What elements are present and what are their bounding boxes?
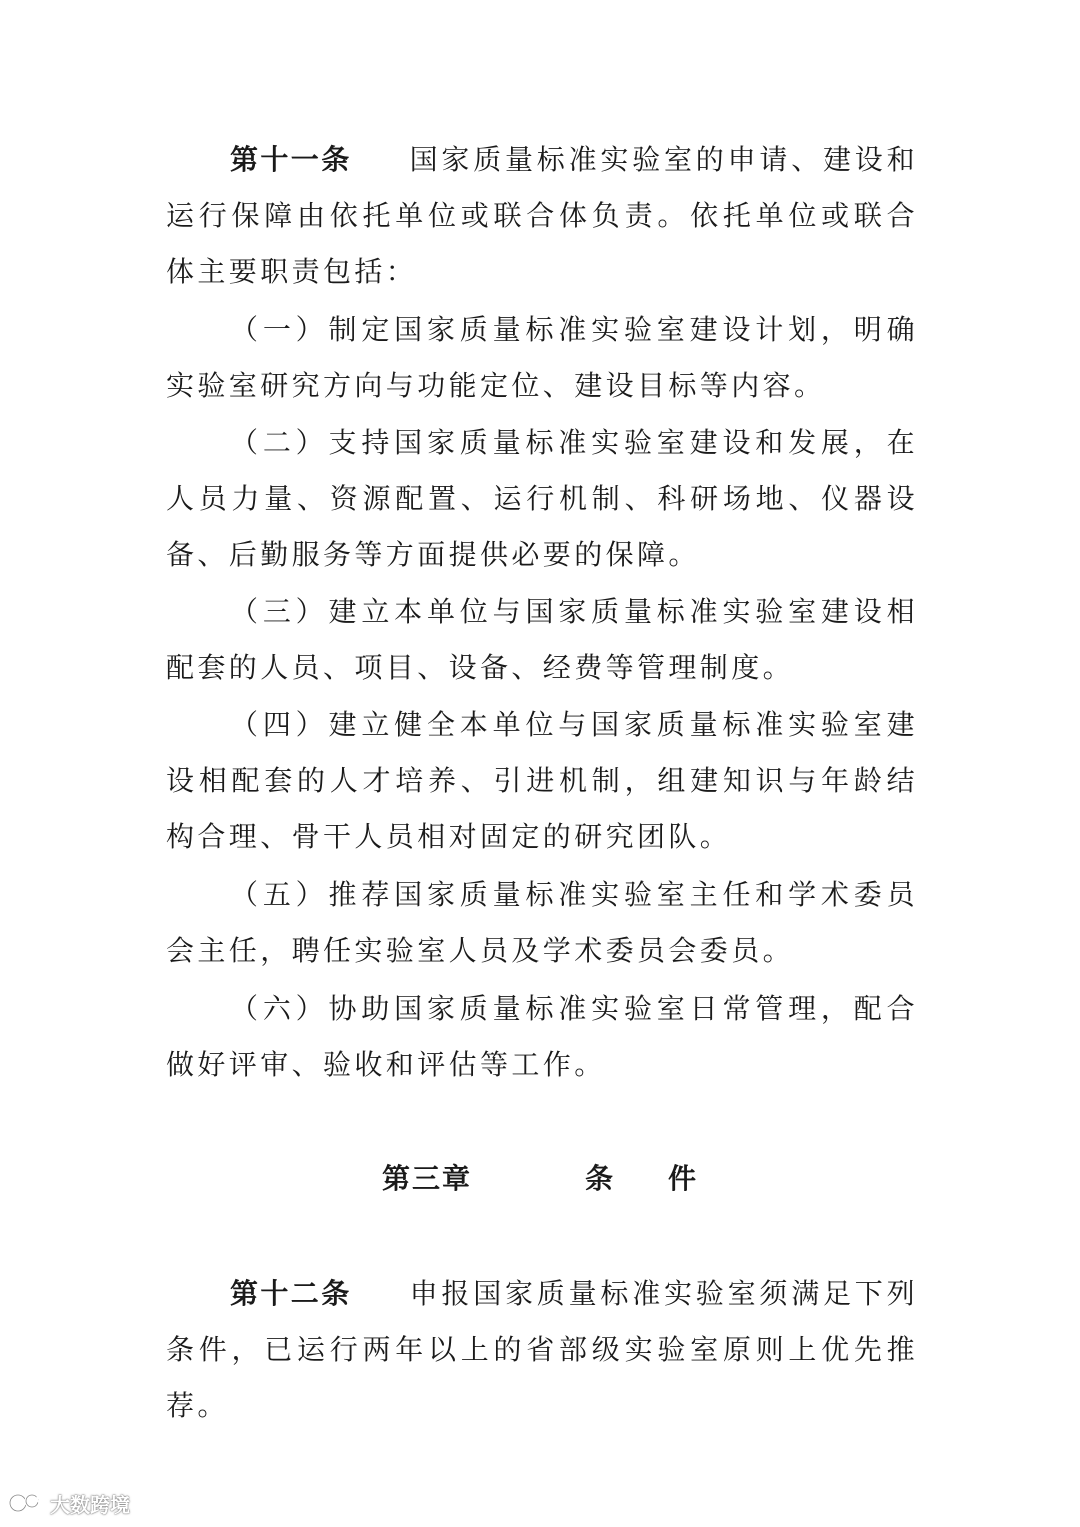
watermark xyxy=(8,1488,130,1518)
article-11-item-4: （四）建立健全本单位与国家质量标准实验室建设相配套的人才培养、引进机制，组建知识与年龄结构合理、骨干人员相对固定的研究团队。 xyxy=(166,708,918,853)
chapter-number: 第三章 xyxy=(382,1162,473,1195)
article-11-item-2: （二）支持国家质量标准实验室建设和发展，在人员力量、资源配置、运行机制、科研场地、仪器设备、后勤服务等方面提供必要的保障。 xyxy=(166,426,918,571)
article-12-number: 第十二条 xyxy=(230,1277,352,1310)
article-11-number: 第十一条 xyxy=(230,143,352,176)
article-12 xyxy=(166,1266,918,1434)
article-11-item-5: （五）推荐国家质量标准实验室主任和学术委员会主任，聘任实验室人员及学术委员会委员。 xyxy=(166,878,918,967)
chapter-title: 条件 xyxy=(585,1162,752,1195)
article-11-intro xyxy=(166,132,918,300)
article-12-text: 申报国家质量标准实验室须满足下列条件，已运行两年以上的省部级实验室原则上优先推荐。 xyxy=(166,1277,918,1422)
article-11-item-3: （三）建立本单位与国家质量标准实验室建设相配套的人员、项目、设备、经费等管理制度。 xyxy=(166,595,918,684)
article-11-item-1: （一）制定国家质量标准实验室建设计划，明确实验室研究方向与功能定位、建设目标等内容。 xyxy=(166,313,918,402)
article-11-item-6: （六）协助国家质量标准实验室日常管理，配合做好评审、验收和评估等工作。 xyxy=(166,992,918,1081)
brand-logo-icon xyxy=(8,1491,44,1515)
watermark-text: 大数跨境 xyxy=(50,1492,130,1517)
article-11-intro-text: 国家质量标准实验室的申请、建设和运行保障由依托单位或联合体负责。依托单位或联合体主要职责包括： xyxy=(166,143,918,288)
